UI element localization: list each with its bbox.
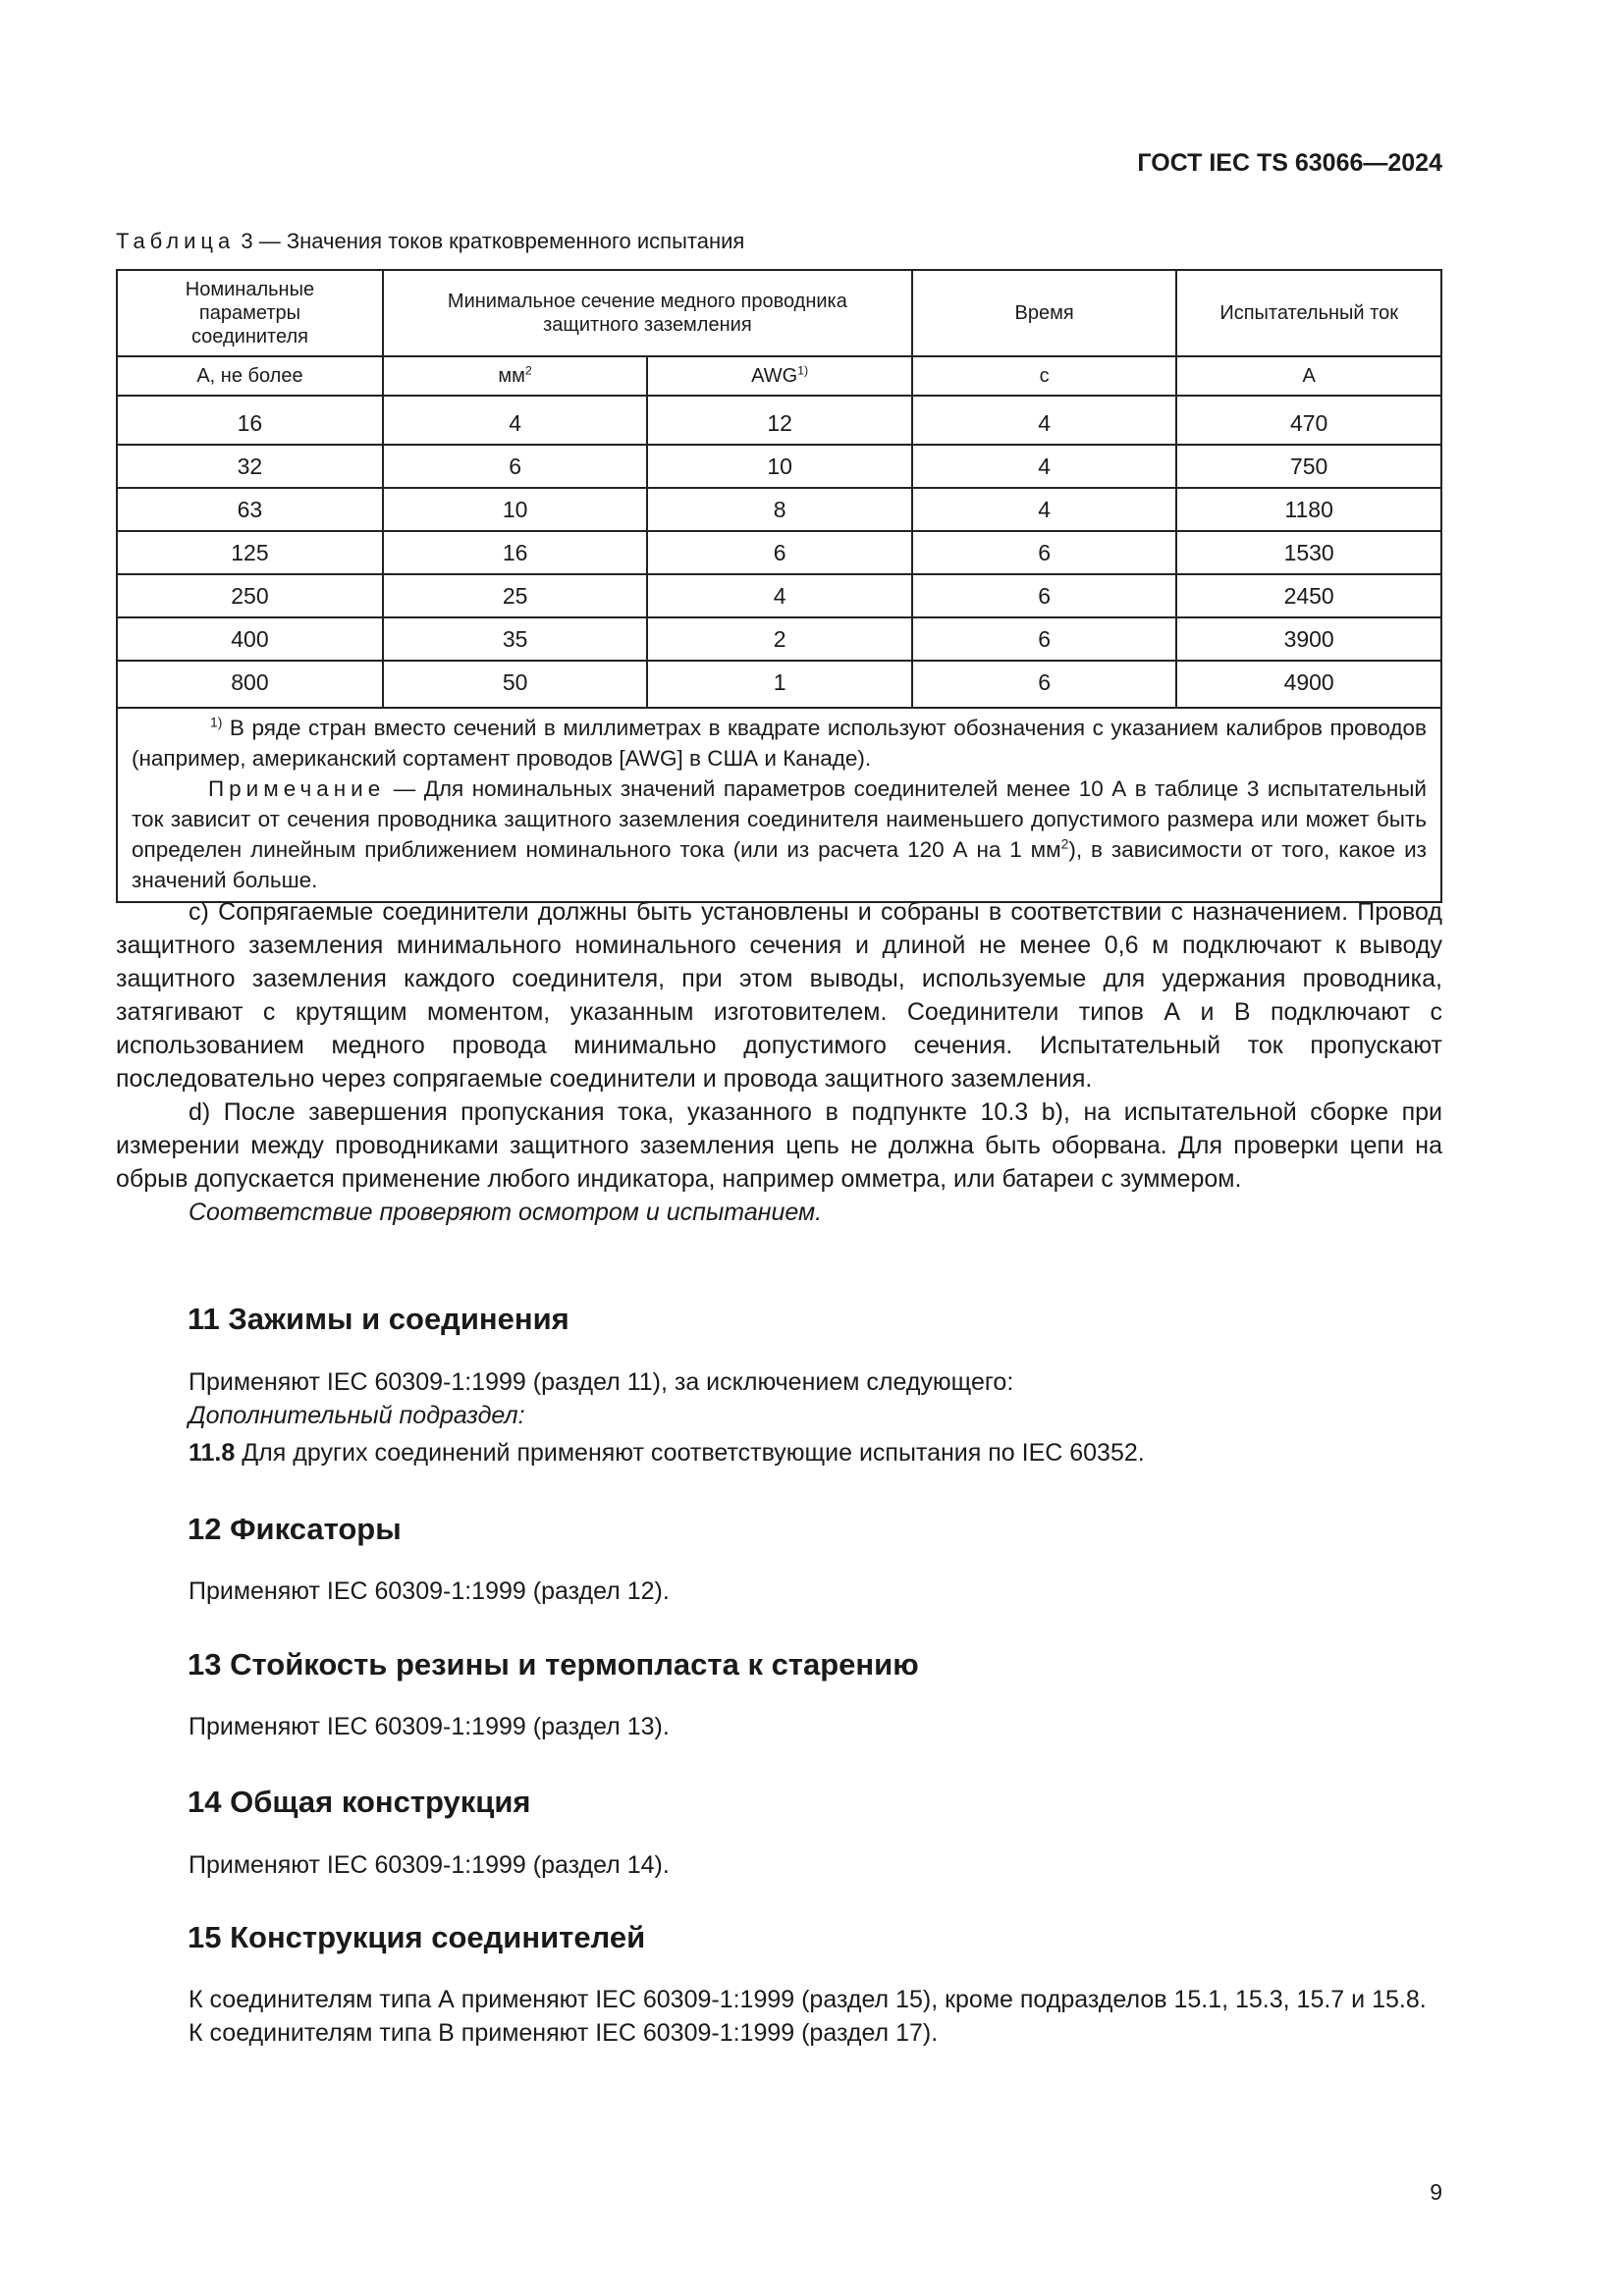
table-cell: 6 bbox=[912, 661, 1176, 708]
section-13-p1: Применяют IEC 60309-1:1999 (раздел 13). bbox=[189, 1713, 670, 1740]
table-cell: 12 bbox=[647, 396, 912, 445]
section-11-p1: Применяют IEC 60309-1:1999 (раздел 11), за исключением следующего: bbox=[189, 1368, 1014, 1396]
table-row bbox=[117, 574, 1441, 617]
table-cell: 250 bbox=[117, 574, 383, 617]
table-cell: 63 bbox=[117, 488, 383, 531]
table-cell: 4 bbox=[912, 396, 1176, 445]
table-caption-prefix: Таблица bbox=[116, 229, 236, 253]
table-row bbox=[117, 531, 1441, 574]
document-code: ГОСТ IEC TS 63066—2024 bbox=[1137, 149, 1442, 177]
table-units-row bbox=[117, 356, 1441, 396]
header-time: Время bbox=[912, 270, 1176, 356]
table-cell: 4 bbox=[912, 488, 1176, 531]
section-15-title: 15 Конструкция соединителей bbox=[188, 1920, 646, 1954]
table-row bbox=[117, 661, 1441, 708]
table-cell: 25 bbox=[383, 574, 647, 617]
section-15-body bbox=[116, 1983, 1442, 2050]
section-13-title: 13 Стойкость резины и термопласта к старению bbox=[188, 1647, 919, 1682]
section-14-p1: Применяют IEC 60309-1:1999 (раздел 14). bbox=[189, 1851, 670, 1879]
table-note: Примечание — Для номинальных значений параметров соединителей менее 10 А в таблице 3 испытательный ток зависит от сечения проводника защитного заземления соединителя наименьшего допустимого размера или может быть определен линейным приближением номинального тока (или из расчета 120 А на 1 $мм^2$), в зависимости от того, какое из значений больше. bbox=[132, 776, 1427, 892]
table-cell: 50 bbox=[383, 661, 647, 708]
table-cell: 6 bbox=[912, 617, 1176, 661]
section-11-p2: Дополнительный подраздел: bbox=[189, 1402, 525, 1429]
table-cell: 1 bbox=[647, 661, 912, 708]
unit-mm2: $мм^2$ bbox=[383, 356, 647, 396]
table-header-row bbox=[117, 270, 1441, 356]
table-cell: 470 bbox=[1176, 396, 1441, 445]
item-d-paragraph: d) После завершения пропускания тока, указанного в подпункте 10.3 b), на испытательной сборке при измерении между проводниками защитного заземления цепь не должна быть оборвана. Для проверки цепи на обрыв допускается применение любого индикатора, например омметра, или батареи с зуммером. bbox=[116, 1098, 1442, 1193]
table-cell: 2 bbox=[647, 617, 912, 661]
table-cell: 800 bbox=[117, 661, 383, 708]
table-row bbox=[117, 488, 1441, 531]
item-c-paragraph: с) Сопрягаемые соединители должны быть установлены и собраны в соответствии с назначением. Провод защитного заземления минимального номинального сечения и длиной не менее 0,6 м подключают к выводу защитного заземления каждого соединителя, при этом выводы, используемые для удержания проводника, затягивают с крутящим моментом, указанным изготовителем. Соединители типов А и В подключают с использованием медного провода минимально допустимого сечения. Испытательный ток пропускают последовательно через сопрягаемые соединители и провода защитного заземления. bbox=[116, 898, 1442, 1093]
unit-awg: AWG$^{1)}$ bbox=[647, 356, 912, 396]
table-caption bbox=[116, 229, 744, 254]
table-cell: 35 bbox=[383, 617, 647, 661]
table-cell: 32 bbox=[117, 445, 383, 488]
table-caption-text: 3 — Значения токов кратковременного испытания bbox=[235, 229, 745, 253]
table-cell: 6 bbox=[912, 574, 1176, 617]
table-cell: 6 bbox=[383, 445, 647, 488]
test-current-table bbox=[116, 269, 1442, 903]
table-cell: 10 bbox=[647, 445, 912, 488]
table-footer-row bbox=[117, 708, 1441, 902]
section-11-p3: 11.8 Для других соединений применяют соответствующие испытания по IEC 60352. bbox=[189, 1439, 1145, 1467]
table-row bbox=[117, 445, 1441, 488]
test-procedure-text bbox=[116, 895, 1442, 1229]
header-min-cross-section: Минимальное сечение медного проводника защитного заземления bbox=[383, 270, 912, 356]
header-test-current: Испытательный ток bbox=[1176, 270, 1441, 356]
table-cell: 4 bbox=[912, 445, 1176, 488]
table-cell: 2450 bbox=[1176, 574, 1441, 617]
section-12-body bbox=[116, 1575, 1442, 1608]
table-cell: 125 bbox=[117, 531, 383, 574]
table-cell: 4 bbox=[647, 574, 912, 617]
section-12-title: 12 Фиксаторы bbox=[188, 1512, 402, 1546]
table-footnote: $^{1)}$ В ряде стран вместо сечений в миллиметрах в квадрате используют обозначения с указанием калибров проводов (например, американский сортамент проводов [AWG] в США и Канаде). bbox=[132, 714, 1427, 771]
table-footnotes bbox=[117, 708, 1441, 902]
section-12-p1: Применяют IEC 60309-1:1999 (раздел 12). bbox=[189, 1577, 670, 1605]
section-14-body bbox=[116, 1848, 1442, 1882]
section-13-body bbox=[116, 1710, 1442, 1743]
table-cell: 6 bbox=[912, 531, 1176, 574]
table-cell: 750 bbox=[1176, 445, 1441, 488]
section-11-body bbox=[116, 1365, 1442, 1469]
table-cell: 16 bbox=[383, 531, 647, 574]
table-cell: 3900 bbox=[1176, 617, 1441, 661]
section-14-title: 14 Общая конструкция bbox=[188, 1785, 531, 1819]
unit-seconds: с bbox=[912, 356, 1176, 396]
table-cell: 16 bbox=[117, 396, 383, 445]
compliance-paragraph: Соответствие проверяют осмотром и испытанием. bbox=[189, 1199, 823, 1226]
section-11-title: 11 Зажимы и соединения bbox=[188, 1302, 569, 1336]
note-label: Примечание bbox=[208, 776, 386, 801]
table-cell: 400 bbox=[117, 617, 383, 661]
section-15-p2: К соединителям типа В применяют IEC 60309-1:1999 (раздел 17). bbox=[189, 2019, 939, 2047]
table-cell: 4900 bbox=[1176, 661, 1441, 708]
table-row bbox=[117, 617, 1441, 661]
unit-amps: А bbox=[1176, 356, 1441, 396]
table-cell: 1530 bbox=[1176, 531, 1441, 574]
table-cell: 4 bbox=[383, 396, 647, 445]
table-cell: 8 bbox=[647, 488, 912, 531]
table-cell: 10 bbox=[383, 488, 647, 531]
section-15-p1: К соединителям типа А применяют IEC 60309-1:1999 (раздел 15), кроме подразделов 15.1, 15.3, 15.7 и 15.8. bbox=[189, 1986, 1427, 2013]
header-rated-params: Номинальные параметры соединителя bbox=[117, 270, 383, 356]
table-cell: 6 bbox=[647, 531, 912, 574]
unit-amps-max: А, не более bbox=[117, 356, 383, 396]
page-number: 9 bbox=[1430, 2179, 1442, 2205]
table-cell: 1180 bbox=[1176, 488, 1441, 531]
table-row bbox=[117, 396, 1441, 445]
